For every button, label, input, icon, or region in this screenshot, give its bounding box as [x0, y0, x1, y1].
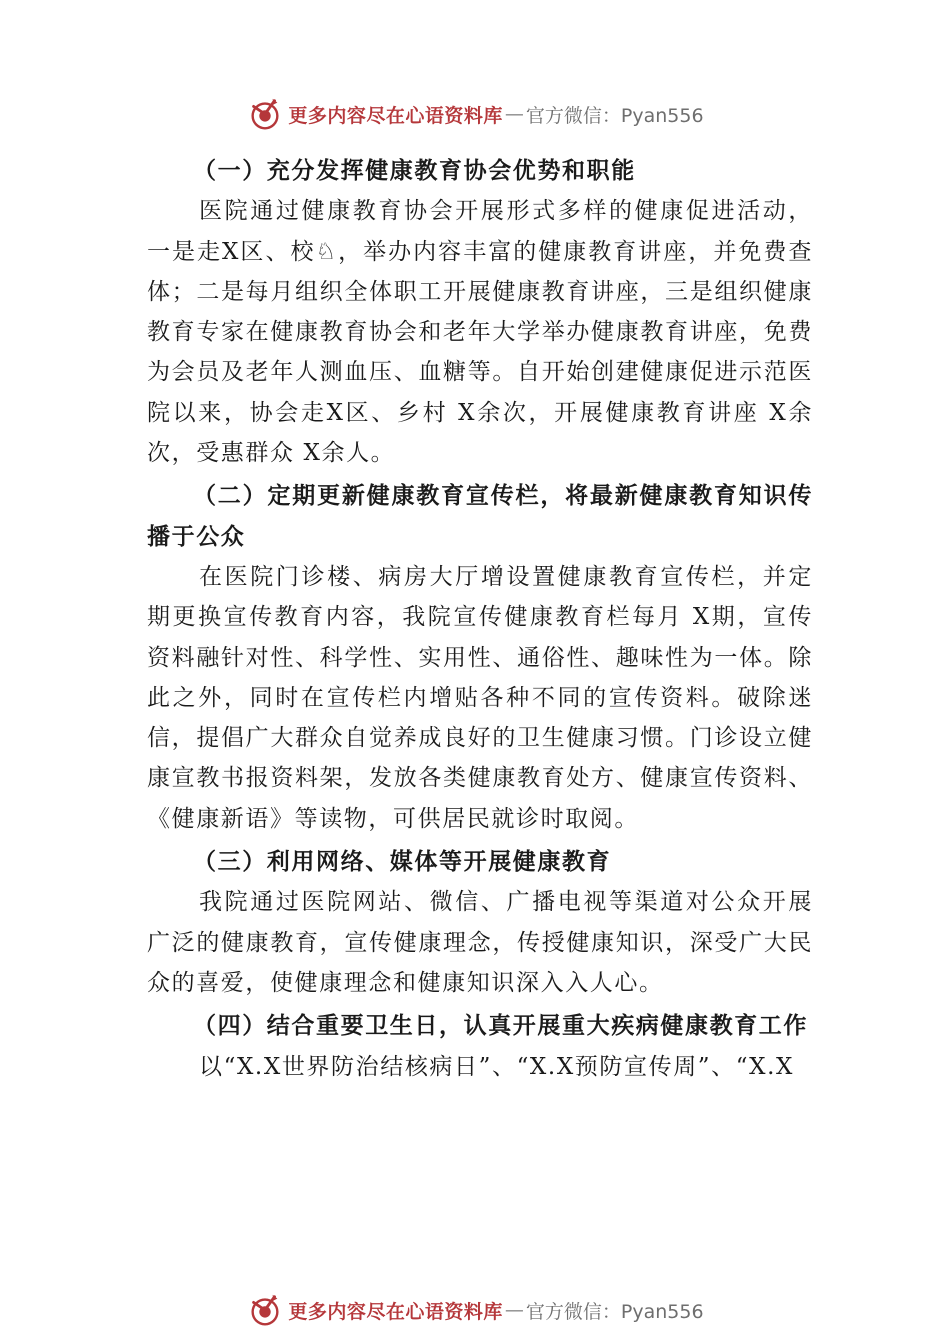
section-heading-4: （四）结合重要卫生日，认真开展重大疾病健康教育工作	[193, 1012, 808, 1040]
section-heading-3: （三）利用网络、媒体等开展健康教育	[193, 848, 612, 876]
section-paragraph-2: 在医院门诊楼、病房大厅增设置健康教育宣传栏，并定期更换宣传教育内容，我院宣传健康教育栏每月 X期，宣传资料融针对性、科学性、实用性、通俗性、趣味性为一体。除此之外，同时在宣传栏内增贴各种不同的宣传资料。破除迷信，提倡广大群众自觉养成良好的卫生健康习惯。门诊设立健康宣教书报资料架，发放各类健康教育处方、健康宣传资料、《健康新语》等读物，可供居民就诊时取阅。	[147, 563, 813, 832]
watermark-title: 更多内容尽在心语资料库	[288, 104, 503, 127]
header-watermark	[0, 94, 950, 134]
logo-icon	[246, 1291, 284, 1329]
watermark-separator: —	[504, 1299, 524, 1321]
logo-icon	[246, 95, 284, 133]
watermark-contact: 官方微信：Pyan556	[525, 104, 704, 127]
section-paragraph-4: 以“X.X世界防治结核病日”、“X.X预防宣传周”、“X.X	[199, 1053, 794, 1080]
section-heading-2: （二）定期更新健康教育宣传栏，将最新健康教育知识传播于公众	[147, 482, 813, 550]
section-paragraph-3: 我院通过医院网站、微信、广播电视等渠道对公众开展广泛的健康教育，宣传健康理念，传授健康知识，深受广大民众的喜爱，使健康理念和健康知识深入入人心。	[147, 889, 813, 996]
section-paragraph-1: 医院通过健康教育协会开展形式多样的健康促进活动，一是走X区、校♘，举办内容丰富的健康教育讲座，并免费查体；二是每月组织全体职工开展健康教育讲座，三是组织健康教育专家在健康教育协会和老年大学举办健康教育讲座，免费为会员及老年人测血压、血糖等。自开始创建健康促进示范医院以来，协会走X区、乡村 X余次，开展健康教育讲座 X余次，受惠群众 X余人。	[147, 198, 813, 467]
document-body	[147, 148, 813, 1087]
watermark-contact: 官方微信：Pyan556	[525, 1300, 704, 1323]
footer-watermark	[0, 1290, 950, 1330]
section-heading-1: （一）充分发挥健康教育协会优势和职能	[193, 157, 636, 184]
watermark-title: 更多内容尽在心语资料库	[288, 1300, 503, 1323]
watermark-separator: —	[504, 103, 524, 125]
